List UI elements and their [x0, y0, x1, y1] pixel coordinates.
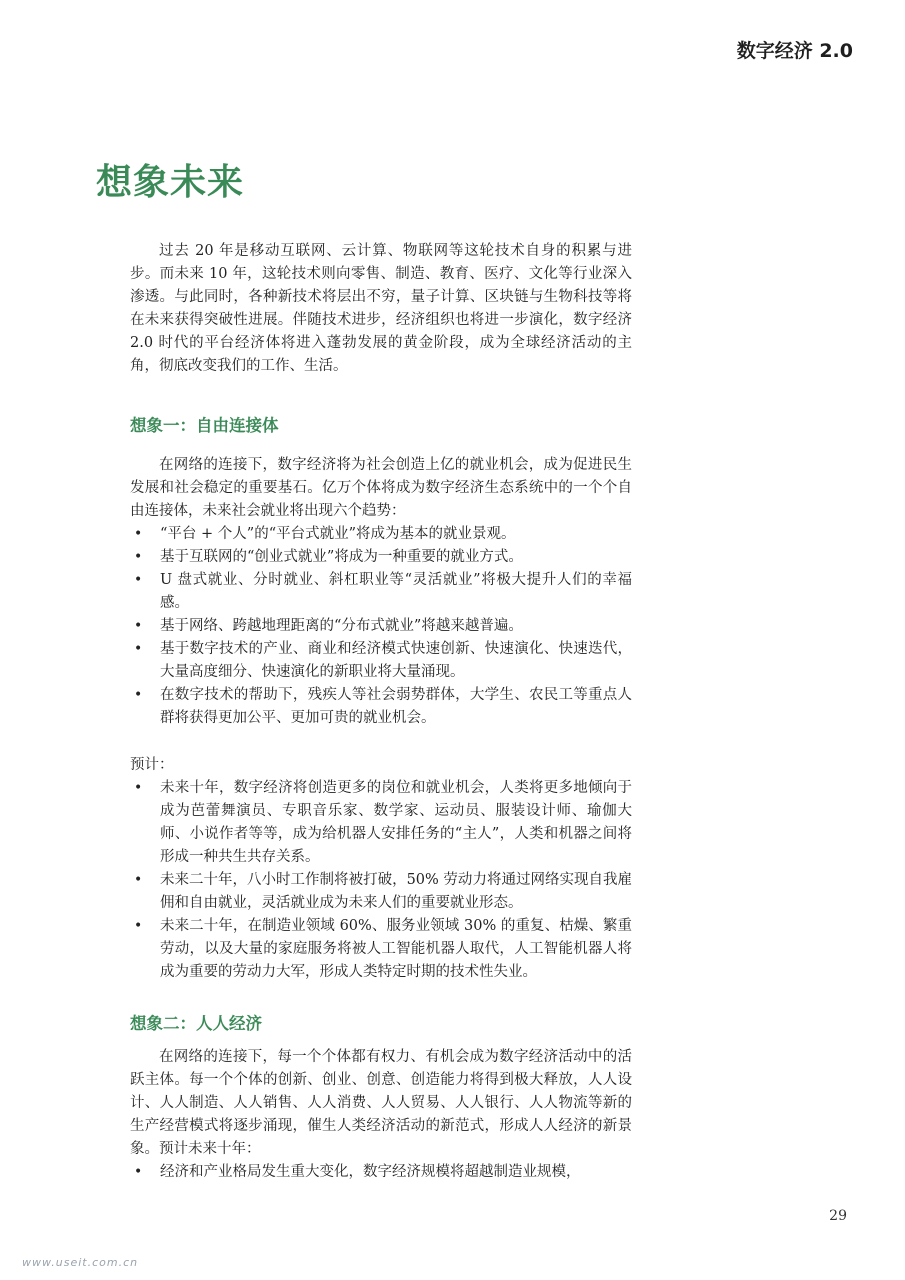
section1-body	[130, 454, 632, 984]
intro-paragraph: 过去 20 年是移动互联网、云计算、物联网等这轮技术自身的积累与进步。而未来 10 年，这轮技术则向零售、制造、教育、医疗、文化等行业深入渗透。与此同时，各种新技术将层出不穷，量子计算、区块链与生物科技等将在未来获得突破性进展。伴随技术进步，经济组织也将进一步演化，数字经济 2.0 时代的平台经济体将进入蓬勃发展的黄金阶段，成为全球经济活动的主角，彻底改变我们的工作、生活。	[130, 243, 632, 374]
page-title: 想象未来	[96, 162, 245, 203]
forecast-label: 预计：	[130, 757, 174, 773]
section2-list	[130, 1161, 632, 1184]
section1-heading: 想象一：自由连接体	[130, 416, 279, 435]
running-header: 数字经济 2.0	[736, 40, 853, 62]
list-item: • 基于数字技术的产业、商业和经济模式快速创新、快速演化、快速迭代，大量高度细分、快速演化的新职业将大量涌现。	[130, 638, 632, 684]
watermark: www.useit.com.cn	[22, 1256, 139, 1269]
list-item: • 经济和产业格局发生重大变化，数字经济规模将超越制造业规模，	[130, 1161, 632, 1184]
list-item: • 未来十年，数字经济将创造更多的岗位和就业机会，人类将更多地倾向于成为芭蕾舞演员、专职音乐家、数学家、运动员、服装设计师、瑜伽大师、小说作者等等，成为给机器人安排任务的“主人”，人类和机器之间将形成一种共生共存关系。	[130, 777, 632, 869]
section2-heading: 想象二：人人经济	[130, 1014, 262, 1033]
list-item: • 基于网络、跨越地理距离的“分布式就业”将越来越普遍。	[130, 615, 632, 638]
section1-trend-list	[130, 523, 632, 730]
page-number: 29	[829, 1208, 847, 1224]
intro-block	[130, 240, 632, 378]
forecast-list	[130, 777, 632, 984]
list-item: • 基于互联网的“创业式就业”将成为一种重要的就业方式。	[130, 546, 632, 569]
list-item: • 未来二十年，八小时工作制将被打破，50% 劳动力将通过网络实现自我雇佣和自由就业，灵活就业成为未来人们的重要就业形态。	[130, 869, 632, 915]
section1-paragraph: 在网络的连接下，数字经济将为社会创造上亿的就业机会，成为促进民生发展和社会稳定的重要基石。亿万个体将成为数字经济生态系统中的一个个自由连接体，未来社会就业将出现六个趋势：	[130, 457, 632, 519]
list-item: • “平台 + 个人”的“平台式就业”将成为基本的就业景观。	[130, 523, 632, 546]
list-item: • U 盘式就业、分时就业、斜杠职业等“灵活就业”将极大提升人们的幸福感。	[130, 569, 632, 615]
section2-paragraph: 在网络的连接下，每一个个体都有权力、有机会成为数字经济活动中的活跃主体。每一个个体的创新、创业、创意、创造能力将得到极大释放，人人设计、人人制造、人人销售、人人消费、人人贸易、人人银行、人人物流等新的生产经营模式将逐步涌现，催生人类经济活动的新范式，形成人人经济的新景象。预计未来十年：	[130, 1049, 632, 1157]
list-item: • 未来二十年，在制造业领域 60%、服务业领域 30% 的重复、枯燥、繁重劳动，以及大量的家庭服务将被人工智能机器人取代，人工智能机器人将成为重要的劳动力大军，形成人类特定时期的技术性失业。	[130, 915, 632, 984]
section2-body	[130, 1046, 632, 1184]
list-item: • 在数字技术的帮助下，残疾人等社会弱势群体，大学生、农民工等重点人群将获得更加公平、更加可贵的就业机会。	[130, 684, 632, 730]
